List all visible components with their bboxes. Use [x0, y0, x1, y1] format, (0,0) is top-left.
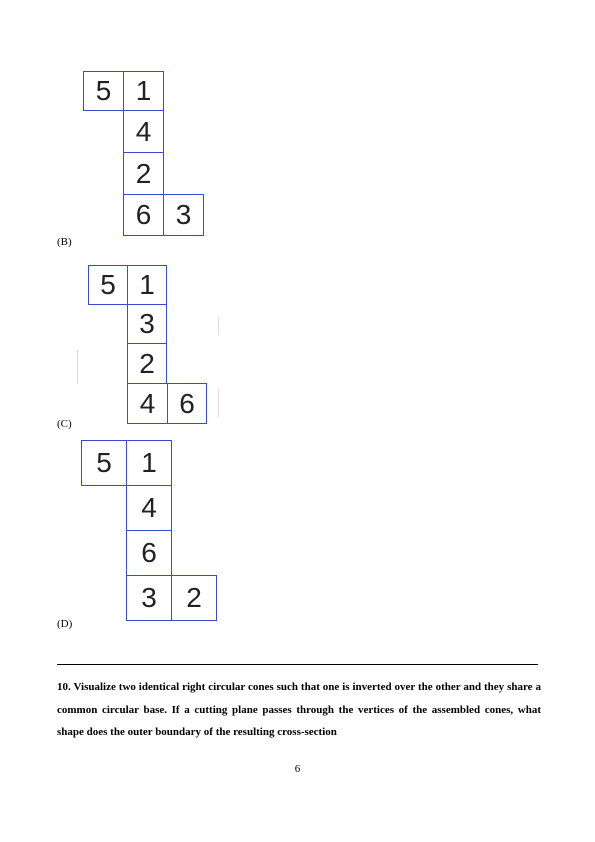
option-label-b: (B) [57, 236, 72, 248]
option-label-c: (C) [57, 418, 72, 430]
net-d-cell: 3 [126, 575, 172, 621]
horizontal-rule [57, 664, 538, 665]
net-d-cell: 5 [81, 440, 127, 486]
net-b-cell: 4 [123, 110, 164, 153]
net-b-cell: 1 [123, 71, 164, 111]
question-number: 10. [57, 681, 71, 693]
net-b-cell: 5 [83, 71, 124, 111]
option-label-d: (D) [57, 618, 73, 630]
net-c-cell: 3 [127, 304, 167, 344]
page-number: 6 [294, 763, 301, 775]
net-c-cell: 4 [127, 383, 168, 424]
net-c-cell: 5 [88, 265, 128, 305]
net-b-cell: 2 [123, 152, 164, 195]
net-c-cell: 1 [127, 265, 167, 305]
net-c-cell: 2 [127, 343, 167, 384]
scan-artifact [77, 350, 78, 384]
scan-artifact [218, 317, 219, 335]
scan-artifact [218, 389, 219, 417]
net-b-cell: 6 [123, 194, 164, 236]
net-c-cell: 6 [167, 383, 207, 424]
net-d-cell: 1 [126, 440, 172, 486]
net-d-cell: 4 [126, 485, 172, 531]
net-d-cell: 2 [171, 575, 217, 621]
question-text: Visualize two identical right circular cones such that one is inverted over the other and they share a common circular base. If a cutting plane passes through the vertices of the assembled cones, what shape does the outer boundary of the resulting cross-section [57, 681, 541, 738]
question-10 [57, 676, 541, 744]
net-b-cell: 3 [163, 194, 204, 236]
net-d-cell: 6 [126, 530, 172, 576]
